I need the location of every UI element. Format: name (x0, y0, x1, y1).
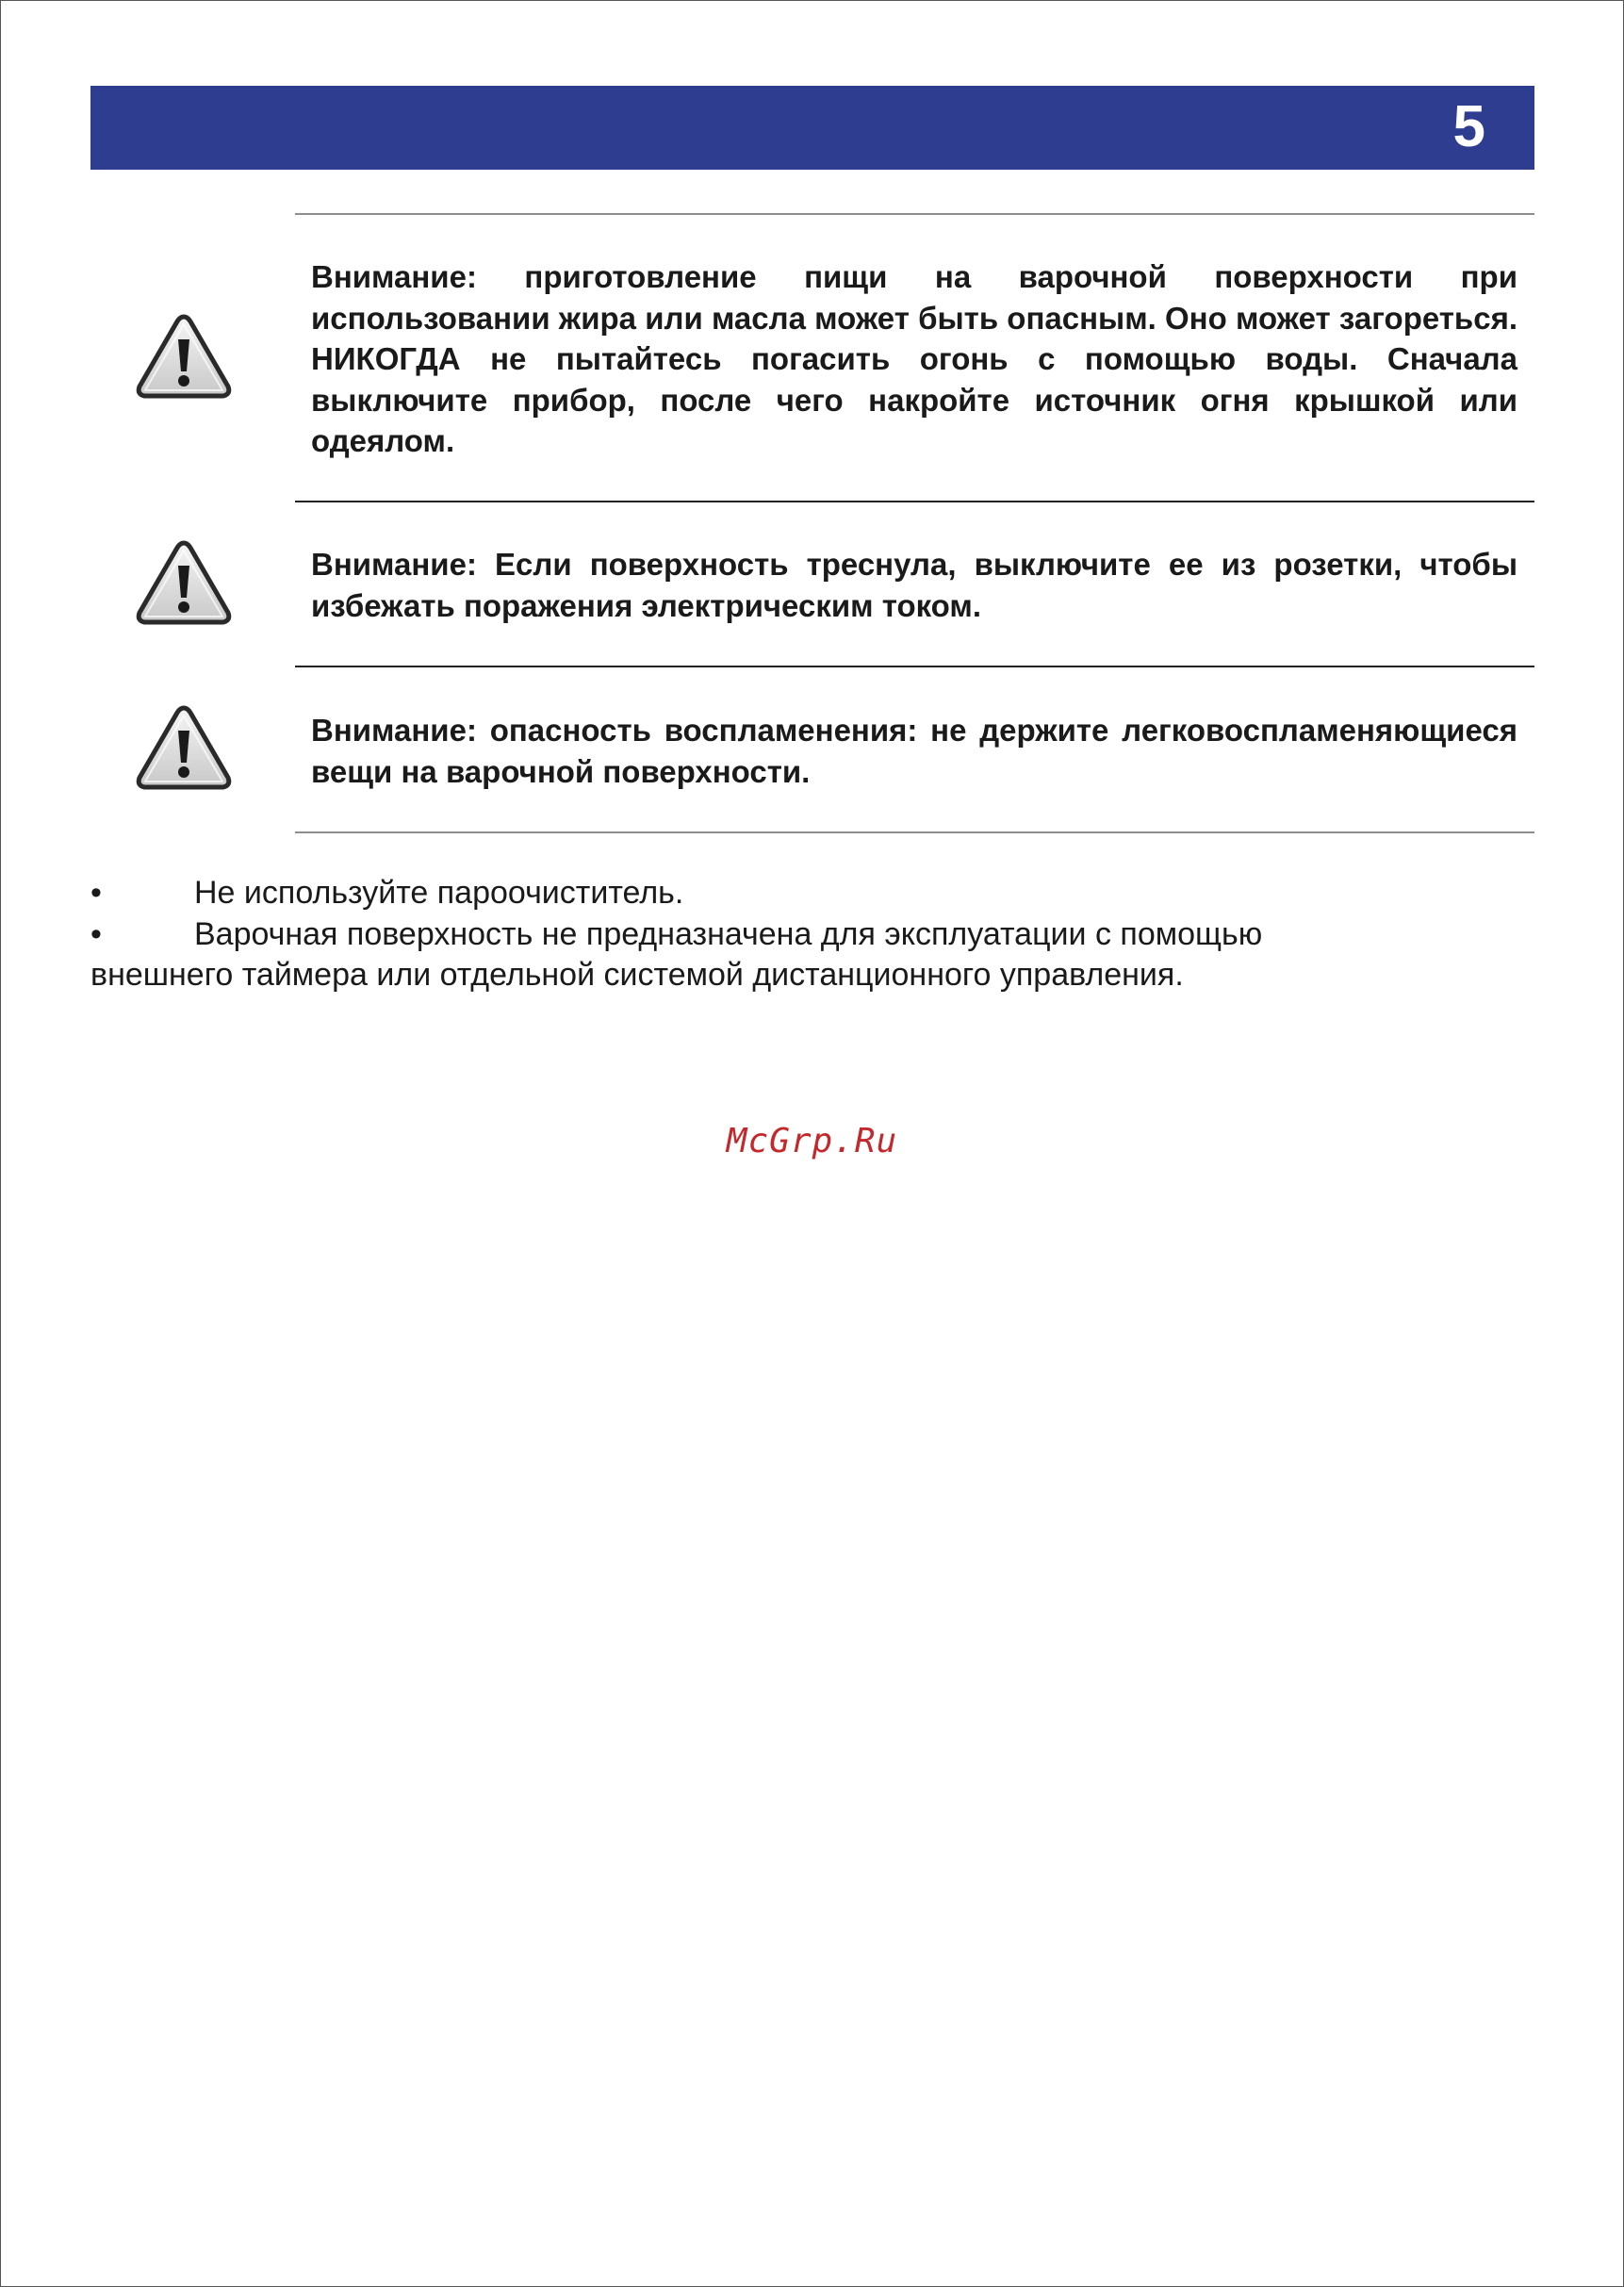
divider-bottom (295, 831, 1534, 833)
warning-triangle-icon (134, 702, 234, 793)
list-item (90, 873, 1523, 914)
bullet-text: Варочная поверхность не предназначена для эксплуатации с помощью (194, 915, 1263, 952)
bullet-text: Не используйте пароочиститель. (194, 875, 684, 911)
bullet-list (90, 873, 1523, 996)
warning-text-1: Внимание: приготовление пищи на варочной поверхности при использовании жира или масла может быть опасным. Оно может загореться. НИКОГДА не пытайтесь погасить огонь с помощью воды. Сначала выключите прибор, после чего накройте источник огня крышкой или одеялом. (311, 259, 1517, 458)
warning-triangle-icon (134, 537, 234, 628)
bullet-continuation: внешнего таймера или отдельной системой дистанционного управления. (90, 957, 1184, 993)
divider (295, 501, 1534, 502)
bullet-mark: • (90, 915, 102, 952)
header-bar (90, 86, 1534, 170)
warning-text-3: Внимание: опасность воспламенения: не держите легковоспламеняющиеся вещи на варочной поверхности. (311, 713, 1517, 789)
page-number: 5 (1452, 94, 1485, 159)
warning-text-2: Внимание: Если поверхность треснула, выключите ее из розетки, чтобы избежать поражения электрическим током. (311, 547, 1517, 623)
divider (295, 666, 1534, 667)
warning-triangle-icon (134, 311, 234, 402)
watermark: McGrp.Ru (726, 1122, 898, 1160)
divider-top (295, 213, 1534, 215)
bullet-mark: • (90, 875, 102, 911)
list-item (90, 914, 1523, 956)
